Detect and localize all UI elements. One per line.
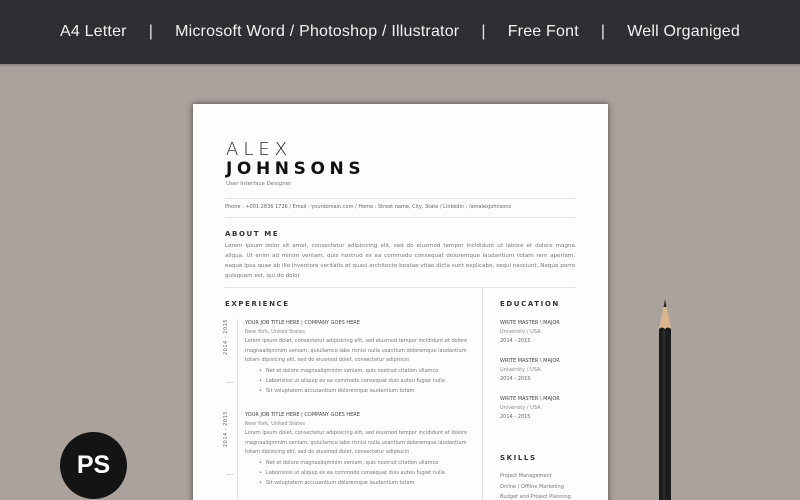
- job-entry: [223, 410, 475, 488]
- divider: [225, 287, 575, 288]
- job-role: User Interface Designer: [226, 181, 292, 187]
- banner-separator: |: [481, 23, 486, 40]
- job-date: 2014 - 2015: [223, 411, 229, 447]
- degree: WRITE MASTER \ MAJOR: [500, 358, 560, 364]
- job-bullet: • Laborisnisi ut aliquip ex ea commodo consequat duis auteu fugiat nulla: [259, 377, 475, 387]
- photoshop-icon: [60, 432, 127, 499]
- feature-banner: [0, 0, 800, 64]
- skill-item: Budget and Project Planning: [500, 494, 571, 500]
- school: University / USA.: [500, 405, 542, 411]
- divider: [225, 198, 575, 199]
- job-date: 2014 - 2015: [223, 319, 229, 355]
- education-entry: [500, 356, 590, 384]
- job-location: New York, United States: [245, 329, 305, 335]
- experience-title: EXPERIENCE: [225, 300, 290, 308]
- skill-item: Project Management: [500, 473, 552, 479]
- job-title: YOUR JOB TITLE HERE | COMPANY GOES HERE: [245, 320, 360, 326]
- contact-line: Phone : +001 2836 1726 / Email : yourdomain.com / Home : Street name, City, State / Linkedin : /amalexjohnsons: [225, 204, 512, 210]
- job-bullet: • Laborisnisi ut aliquip ex ea commodo consequat duis auteu fugiat nulla: [259, 469, 475, 479]
- job-title: YOUR JOB TITLE HERE | COMPANY GOES HERE: [245, 412, 360, 418]
- job-entry: [223, 318, 475, 396]
- banner-item-organized: Well Organiged: [627, 23, 741, 40]
- job-description: Lorem ipsum dolet, consectetur adipisicing elit, sed eiusmod tempor incididunt et dolore magnaaliqminim veniam, quiullamco labo risnisi nulla usantium doloremque laudantium totam dipisicing elit, sed do eiusmod dolet, consectetur adipisicin: [245, 430, 468, 456]
- job-bullets: [259, 459, 475, 488]
- job-description: Lorem ipsum dolet, consectetur adipisicing elit, sed eiusmod tempor incididunt et dolore magnaaliqminim veniam, quiullamco labo risnisi nulla usantium doloremque laudantium totam dipisicing elit, sed do eiusmod dolet, consectetur adipisicin: [245, 338, 468, 364]
- job-bullets: [259, 367, 475, 396]
- banner-item-software: Microsoft Word / Photoshop / Illustrator: [175, 23, 460, 40]
- school: University / USA.: [500, 329, 542, 335]
- job-bullet: • Sit voluptatem accusantium doloremque laudantium totam: [259, 387, 475, 397]
- resume-page: [193, 104, 608, 500]
- last-name: JOHNSONS: [226, 159, 366, 179]
- years: 2014 - 2015: [500, 376, 531, 382]
- banner-item-font: Free Font: [507, 23, 579, 40]
- pencil-icon: [656, 299, 674, 500]
- school: University / USA.: [500, 367, 542, 373]
- banner-separator: |: [148, 23, 154, 40]
- badge-label: PS: [76, 451, 111, 479]
- about-text: Lorem ipsum dolor sit amet, consectetur adipisicing elit, sed do eiusmod tempor incididunt ut labore et dolore magna aliqua. Ut enim ad minim veniam, quis nostrud ex ea commodo consequat doloremque laudantium totam rem aperiam, eaque ipsa quae ab illo inventore veritatis et quasi architecto beatae vitae dicta sunt explicabo, sequi nesciunt. Neque porro quisquam est, qui do dolor: [225, 243, 575, 279]
- timeline-tick: [226, 382, 234, 383]
- skills-title: SKILLS: [500, 454, 537, 462]
- years: 2014 - 2015: [500, 414, 531, 420]
- banner-separator: |: [600, 23, 606, 40]
- job-bullet: • Sit voluptatem accusantium doloremque laudantium totam: [259, 479, 475, 489]
- timeline-tick: [226, 474, 234, 475]
- job-bullet: • Net et dolore magnaaliqminim veniam, quis nostrud citation ullamco: [259, 459, 475, 469]
- first-name: ALEX: [226, 139, 293, 160]
- education-title: EDUCATION: [500, 300, 560, 308]
- timeline-line: [237, 319, 238, 500]
- job-bullet: • Net et dolore magnaaliqminim veniam, quis nostrud citation ullamco: [259, 367, 475, 377]
- degree: WRITE MASTER \ MAJOR: [500, 320, 560, 326]
- degree: WRITE MASTER \ MAJOR: [500, 396, 560, 402]
- skills-list: [500, 471, 571, 500]
- banner-item-format: A4 Letter: [59, 23, 127, 40]
- about-title: ABOUT ME: [225, 230, 280, 238]
- skill-item: Online / Offline Marketing: [500, 483, 564, 490]
- job-location: New York, United States: [245, 421, 305, 427]
- education-entry: [500, 318, 590, 346]
- banner-divider: [0, 64, 800, 66]
- column-divider: [482, 287, 483, 500]
- education-entry: [500, 394, 590, 422]
- years: 2014 - 2015: [500, 338, 531, 344]
- divider: [225, 217, 575, 218]
